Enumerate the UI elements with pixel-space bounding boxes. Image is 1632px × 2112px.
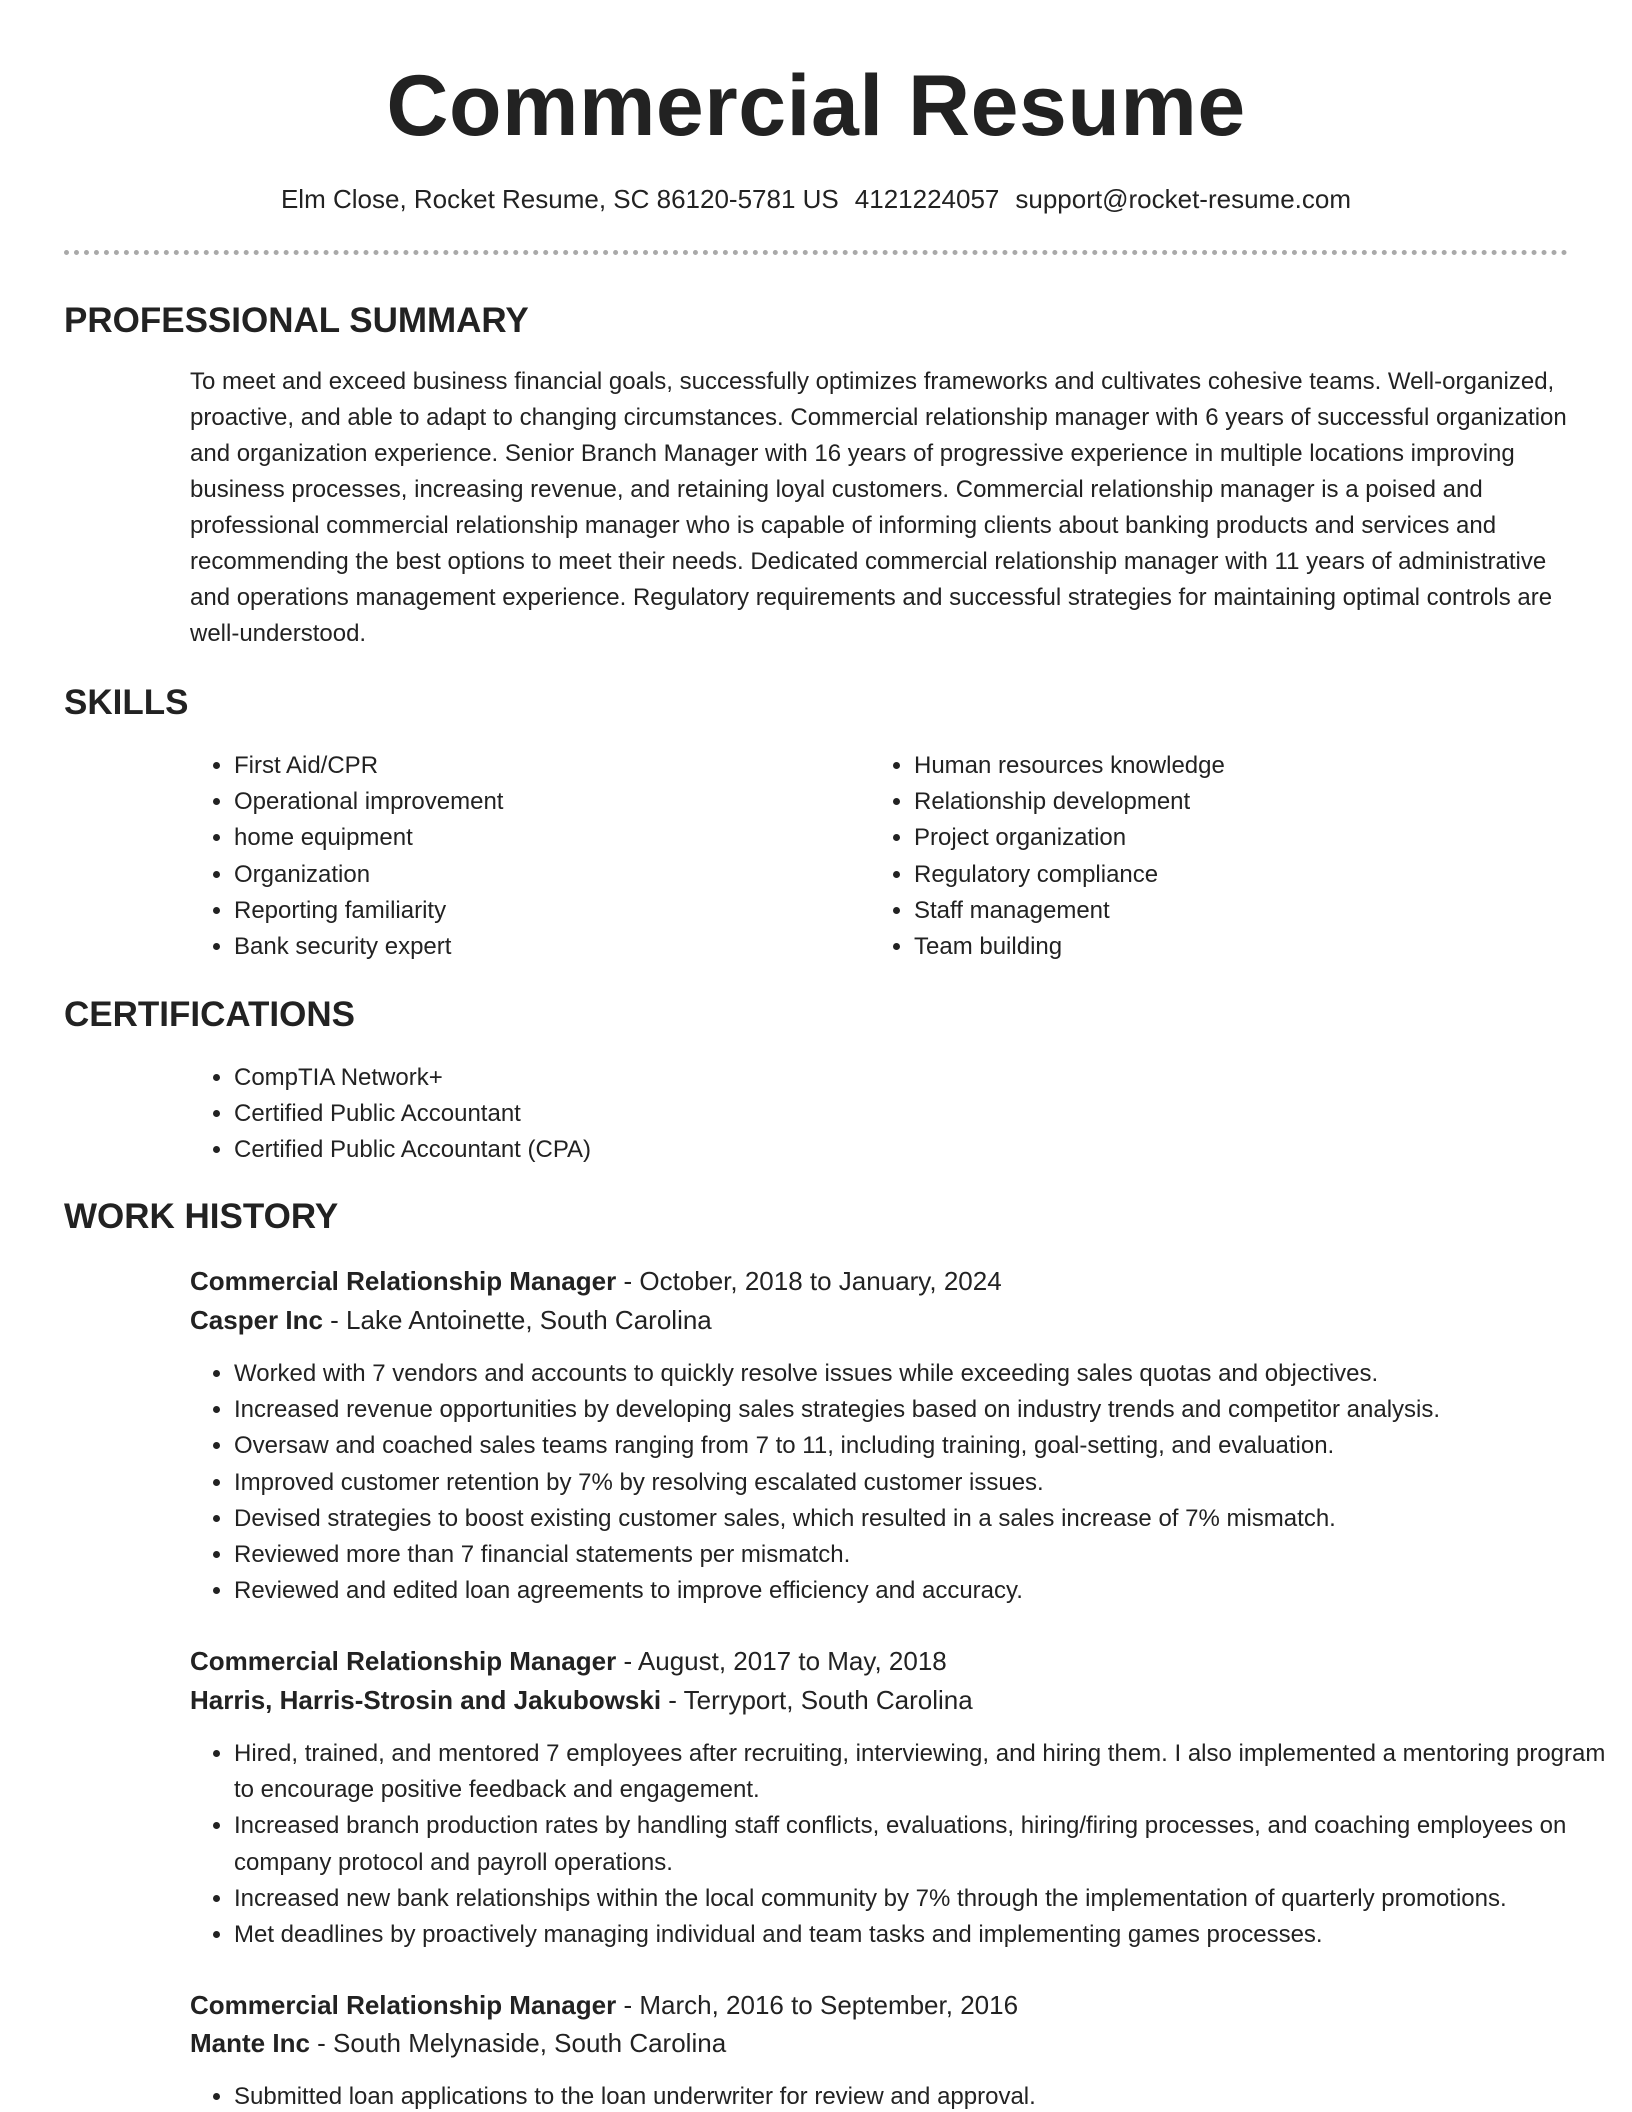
certification-item: • Certified Public Accountant (CPA) (234, 1132, 1234, 1168)
skills-list-left (190, 748, 834, 965)
job-bullets (190, 1736, 1614, 1953)
address: Elm Close, Rocket Resume, SC 86120-5781 US (280, 184, 839, 214)
job-bullet: • Increased revenue opportunities by developing sales strategies based on industry trends and competitor analysis. (234, 1392, 1574, 1428)
job-title: Commercial Relationship Manager (190, 1646, 617, 1676)
skill-item: • Reporting familiarity (234, 893, 834, 929)
job-bullets (190, 2079, 1574, 2112)
phone: 4121224057 (854, 184, 1000, 214)
job-dates: - October, 2018 to January, 2024 (616, 1266, 1002, 1296)
job-bullet: • Oversaw and coached sales teams ranging from 7 to 11, including training, goal-setting, and evaluation. (234, 1428, 1574, 1464)
skill-item: • First Aid/CPR (234, 748, 834, 784)
company-location: - South Melynaside, South Carolina (309, 2028, 727, 2058)
company-line (190, 1683, 1570, 1717)
job-title-line (190, 1644, 1570, 1678)
certifications-list (190, 1060, 1234, 1169)
skill-item: • Regulatory compliance (914, 857, 1514, 893)
company-location: - Lake Antoinette, South Carolina (322, 1305, 712, 1335)
skill-item: • Staff management (914, 893, 1514, 929)
company-line (190, 2026, 1570, 2060)
job-bullet: • Increased new bank relationships within the local community by 7% through the implementation of quarterly promotions. (234, 1881, 1614, 1917)
skill-item: • Team building (914, 929, 1514, 965)
job-dates: - August, 2017 to May, 2018 (616, 1646, 947, 1676)
summary-text: To meet and exceed business financial goals, successfully optimizes frameworks and cultivates cohesive teams. Well-organized, proactive, and able to adapt to changing circumstances. Commercial relationship manager with 6 years of successful organization and organization experience. Senior Branch Manager with 16 years of progressive experience in multiple locations improving business processes, increasing revenue, and retaining loyal customers. Commercial relationship manager is a poised and professional commercial relationship manager who is capable of informing clients about banking products and services and recommending the best options to meet their needs. Dedicated commercial relationship manager with 11 years of administrative and operations management experience. Regulatory requirements and successful strategies for maintaining optimal controls are well-understood. (190, 368, 1567, 647)
job-bullets (190, 1356, 1574, 1609)
job-dates: - March, 2016 to September, 2016 (616, 1990, 1019, 2020)
company-name: Casper Inc (190, 1305, 323, 1335)
job-bullet: • Improved customer retention by 7% by resolving escalated customer issues. (234, 1465, 1574, 1501)
job-bullet: • Hired, trained, and mentored 7 employees after recruiting, interviewing, and hiring them. I also implemented a mentoring program to encourage positive feedback and engagement. (234, 1736, 1614, 1808)
job-bullet: • Submitted loan applications to the loan underwriter for review and approval. (234, 2079, 1574, 2112)
section-title-summary: PROFESSIONAL SUMMARY (64, 301, 529, 340)
company-name: Harris, Harris-Strosin and Jakubowski (190, 1685, 662, 1715)
section-title-skills: SKILLS (64, 683, 189, 722)
job-bullet: • Worked with 7 vendors and accounts to quickly resolve issues while exceeding sales quotas and objectives. (234, 1356, 1574, 1392)
certification-item: • CompTIA Network+ (234, 1060, 1234, 1096)
job-bullet: • Reviewed and edited loan agreements to improve efficiency and accuracy. (234, 1573, 1574, 1609)
skill-item: • Operational improvement (234, 784, 834, 820)
job-bullet: • Reviewed more than 7 financial statements per mismatch. (234, 1537, 1574, 1573)
job-bullet: • Increased branch production rates by handling staff conflicts, evaluations, hiring/firing processes, and coaching employees on company protocol and payroll operations. (234, 1808, 1614, 1880)
header-divider (64, 250, 1568, 255)
skill-item: • home equipment (234, 820, 834, 856)
section-title-work-history: WORK HISTORY (64, 1197, 339, 1236)
skill-item: • Relationship development (914, 784, 1514, 820)
resume-name: Commercial Resume (386, 58, 1246, 154)
company-name: Mante Inc (190, 2028, 310, 2058)
skill-item: • Human resources knowledge (914, 748, 1514, 784)
job-title: Commercial Relationship Manager (190, 1266, 617, 1296)
company-location: - Terryport, South Carolina (661, 1685, 973, 1715)
job-bullet: • Devised strategies to boost existing customer sales, which resulted in a sales increase of 7% mismatch. (234, 1501, 1574, 1537)
email: support@rocket-resume.com (1015, 184, 1352, 214)
skills-list-right (870, 748, 1514, 965)
section-title-certifications: CERTIFICATIONS (64, 995, 356, 1034)
contact-line (0, 182, 1632, 216)
job-title-line (190, 1264, 1570, 1298)
skill-item: • Organization (234, 857, 834, 893)
skill-item: • Bank security expert (234, 929, 834, 965)
job-title-line (190, 1988, 1570, 2022)
certification-item: • Certified Public Accountant (234, 1096, 1234, 1132)
company-line (190, 1303, 1570, 1337)
job-title: Commercial Relationship Manager (190, 1990, 617, 2020)
skill-item: • Project organization (914, 820, 1514, 856)
job-bullet: • Met deadlines by proactively managing individual and team tasks and implementing games processes. (234, 1917, 1614, 1953)
